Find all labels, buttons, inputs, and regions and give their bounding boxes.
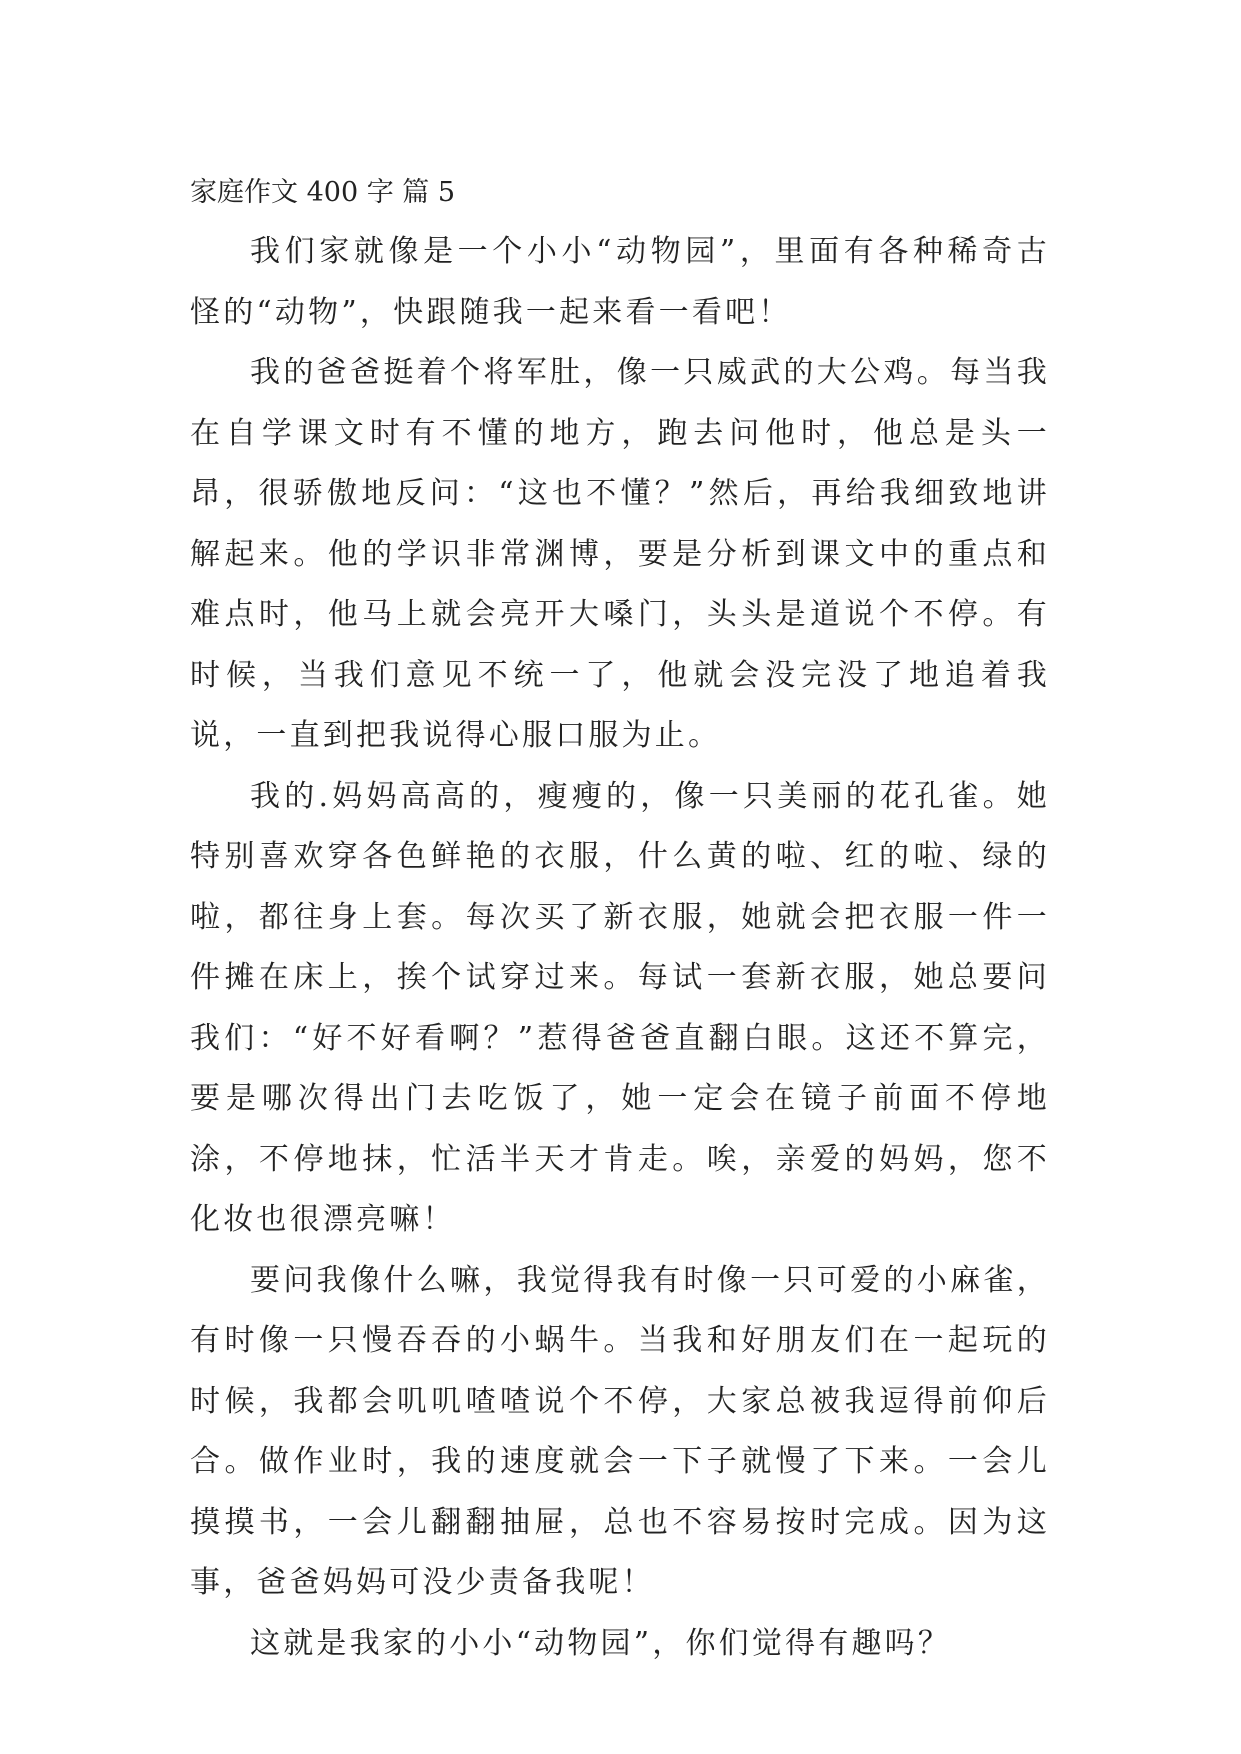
essay-title: 家庭作文 400 字 篇 5	[190, 177, 456, 208]
essay-body	[190, 170, 1050, 1674]
paragraph-mother: 我的.妈妈高高的，瘦瘦的，像一只美丽的花孔雀。她特别喜欢穿各色鲜艳的衣服，什么黄的啦、红的啦、绿的啦，都往身上套。每次买了新衣服，她就会把衣服一件一件摊在床上，挨个试穿过来。每试一套新衣服，她总要问我们：“好不好看啊？”惹得爸爸直翻白眼。这还不算完，要是哪次得出门去吃饭了，她一定会在镜子前面不停地涂，不停地抹，忙活半天才肯走。唉，亲爱的妈妈，您不化妆也很漂亮嘛！	[190, 778, 1050, 1237]
paragraph-intro: 我们家就像是一个小小“动物园”，里面有各种稀奇古怪的“动物”，快跟随我一起来看一看吧！	[190, 234, 1050, 330]
paragraph-conclusion: 这就是我家的小小“动物园”，你们觉得有趣吗？	[250, 1625, 952, 1661]
paragraph-self: 要问我像什么嘛，我觉得我有时像一只可爱的小麻雀，有时像一只慢吞吞的小蜗牛。当我和好朋友们在一起玩的时候，我都会叽叽喳喳说个不停，大家总被我逗得前仰后合。做作业时，我的速度就会一下子就慢了下来。一会儿摸摸书，一会儿翻翻抽屉，总也不容易按时完成。因为这事，爸爸妈妈可没少责备我呢！	[190, 1262, 1050, 1600]
paragraph-father: 我的爸爸挺着个将军肚，像一只威武的大公鸡。每当我在自学课文时有不懂的地方，跑去问他时，他总是头一昂，很骄傲地反问：“这也不懂？”然后，再给我细致地讲解起来。他的学识非常渊博，要是分析到课文中的重点和难点时，他马上就会亮开大嗓门，头头是道说个不停。有时候，当我们意见不统一了，他就会没完没了地追着我说，一直到把我说得心服口服为止。	[190, 355, 1050, 753]
